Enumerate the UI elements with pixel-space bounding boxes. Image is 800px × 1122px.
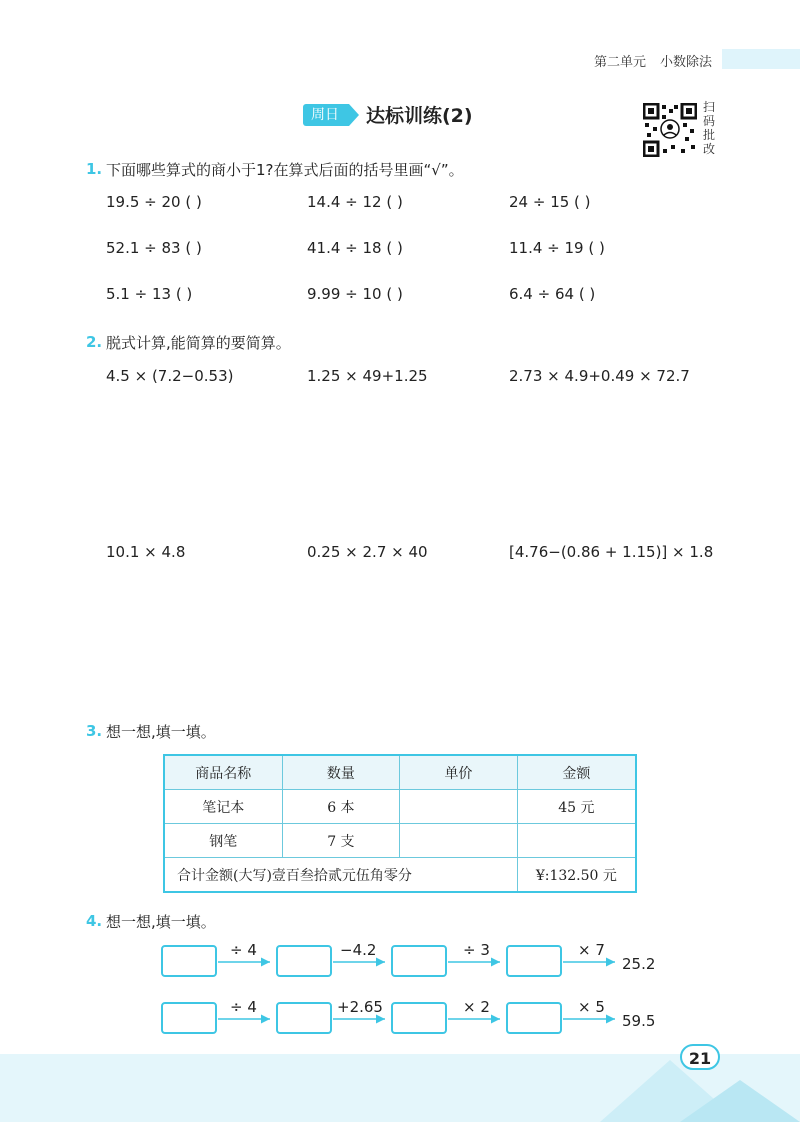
q2-item: 10.1 × 4.8 [106, 543, 186, 561]
total-label: 合计金额(大写)壹百叁拾贰元伍角零分 [164, 858, 517, 893]
table-cell: 6 本 [282, 790, 400, 824]
q2-item: [4.76−(0.86 + 1.15)] × 1.8 [509, 543, 714, 561]
table-header: 商品名称 [164, 755, 282, 790]
total-value: ¥:132.50 元 [517, 858, 636, 893]
answer-box[interactable] [276, 1002, 332, 1034]
operation-label: −4.2 [340, 941, 377, 959]
q2-item: 2.73 × 4.9+0.49 × 72.7 [509, 367, 690, 385]
q2-item: 0.25 × 2.7 × 40 [307, 543, 428, 561]
operation-label: ÷ 3 [463, 941, 490, 959]
answer-box[interactable] [161, 1002, 217, 1034]
operation-label: ÷ 4 [230, 941, 257, 959]
header-unit: 第二单元 [594, 55, 647, 70]
table-cell: 45 元 [517, 790, 636, 824]
header-topic: 小数除法 [660, 55, 713, 70]
table-header: 单价 [400, 755, 518, 790]
day-badge: 周日 [303, 104, 349, 126]
answer-box[interactable] [506, 945, 562, 977]
table-header: 数量 [282, 755, 400, 790]
q2-number: 2. [86, 333, 103, 351]
q4-instruction: 想一想,填一填。 [106, 913, 216, 931]
answer-box[interactable] [161, 945, 217, 977]
answer-box[interactable] [391, 1002, 447, 1034]
operation-label: × 7 [578, 941, 605, 959]
q3-instruction: 想一想,填一填。 [106, 723, 216, 741]
table-header: 金额 [517, 755, 636, 790]
q1-number: 1. [86, 160, 103, 178]
result-value: 59.5 [622, 1012, 656, 1030]
qr-label: 扫码批改 [703, 100, 716, 156]
table-cell: 笔记本 [164, 790, 282, 824]
q2-instruction: 脱式计算,能简算的要简算。 [106, 334, 291, 352]
operation-label: +2.65 [337, 998, 383, 1016]
answer-box[interactable] [506, 1002, 562, 1034]
answer-box[interactable] [276, 945, 332, 977]
q2-item: 1.25 × 49+1.25 [307, 367, 428, 385]
table-cell: 钢笔 [164, 824, 282, 858]
q4-number: 4. [86, 912, 103, 930]
table-cell: 7 支 [282, 824, 400, 858]
page-number: 21 [680, 1044, 720, 1070]
q2-item: 4.5 × (7.2−0.53) [106, 367, 234, 385]
q1-item: 41.4 ÷ 18 ( ) [307, 239, 403, 257]
operation-label: × 5 [578, 998, 605, 1016]
q1-item: 9.99 ÷ 10 ( ) [307, 285, 403, 303]
operation-label: ÷ 4 [230, 998, 257, 1016]
q3-number: 3. [86, 722, 103, 740]
q1-item: 5.1 ÷ 13 ( ) [106, 285, 193, 303]
operation-label: × 2 [463, 998, 490, 1016]
q1-item: 52.1 ÷ 83 ( ) [106, 239, 202, 257]
q1-item: 19.5 ÷ 20 ( ) [106, 193, 202, 211]
q1-item: 11.4 ÷ 19 ( ) [509, 239, 605, 257]
q1-item: 24 ÷ 15 ( ) [509, 193, 591, 211]
q1-instruction: 下面哪些算式的商小于1?在算式后面的括号里画“√”。 [106, 161, 464, 179]
page-title: 达标训练(2) [366, 105, 473, 127]
answer-box[interactable] [391, 945, 447, 977]
q1-item: 6.4 ÷ 64 ( ) [509, 285, 596, 303]
q1-item: 14.4 ÷ 12 ( ) [307, 193, 403, 211]
result-value: 25.2 [622, 955, 656, 973]
